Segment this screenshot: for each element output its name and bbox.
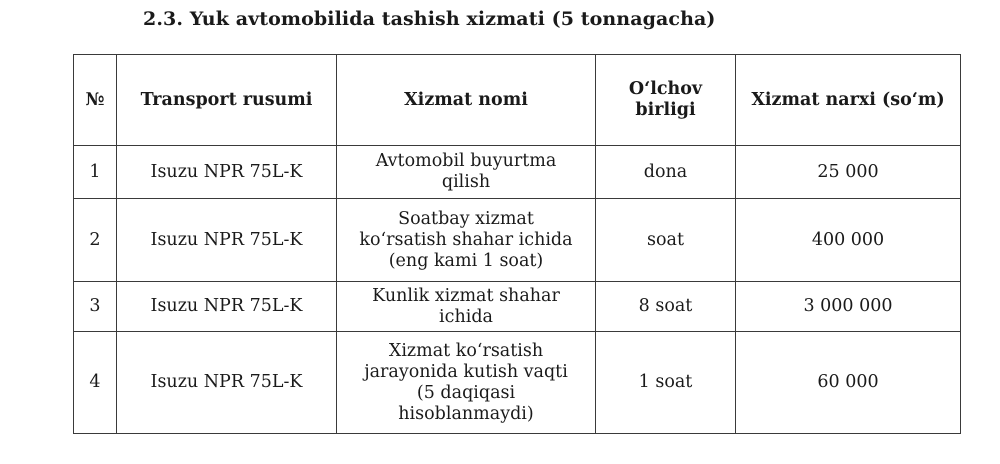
cell-service [337, 332, 596, 434]
page-title: 2.3. Yuk avtomobilida tashish xizmati (5 tonnagacha) [143, 8, 716, 30]
cell-price: 3 000 000 [736, 282, 961, 332]
cell-transport: Isuzu NPR 75L-K [117, 332, 337, 434]
header-service: Xizmat nomi [337, 55, 596, 146]
cell-service [337, 146, 596, 199]
table-row [74, 332, 961, 434]
cell-service-text: Xizmat ko‘rsatish jarayonida kutish vaqti (5 daqiqasi hisoblanmaydi) [364, 340, 568, 424]
cell-service-text: Soatbay xizmat ko‘rsatish shahar ichida (eng kami 1 soat) [359, 208, 573, 271]
table-row [74, 282, 961, 332]
cell-unit: 8 soat [596, 282, 736, 332]
cell-unit: 1 soat [596, 332, 736, 434]
cell-unit: dona [596, 146, 736, 199]
cell-service-text: Avtomobil buyurtma qilish [375, 151, 557, 192]
table-row [74, 146, 961, 199]
header-unit-label: O‘lchov birligi [628, 79, 703, 120]
table-header-row [74, 55, 961, 146]
header-unit [596, 55, 736, 146]
cell-service [337, 199, 596, 282]
cell-transport: Isuzu NPR 75L-K [117, 146, 337, 199]
cell-transport: Isuzu NPR 75L-K [117, 199, 337, 282]
cell-transport: Isuzu NPR 75L-K [117, 282, 337, 332]
price-table [73, 54, 961, 434]
header-price: Xizmat narxi (so‘m) [736, 55, 961, 146]
header-num: № [74, 55, 117, 146]
cell-num: 2 [74, 199, 117, 282]
cell-num: 1 [74, 146, 117, 199]
cell-service-text: Kunlik xizmat shahar ichida [372, 285, 560, 327]
table-row [74, 199, 961, 282]
cell-unit: soat [596, 199, 736, 282]
cell-service [337, 282, 596, 332]
cell-num: 4 [74, 332, 117, 434]
cell-price: 400 000 [736, 199, 961, 282]
cell-num: 3 [74, 282, 117, 332]
cell-price: 60 000 [736, 332, 961, 434]
header-transport: Transport rusumi [117, 55, 337, 146]
cell-price: 25 000 [736, 146, 961, 199]
